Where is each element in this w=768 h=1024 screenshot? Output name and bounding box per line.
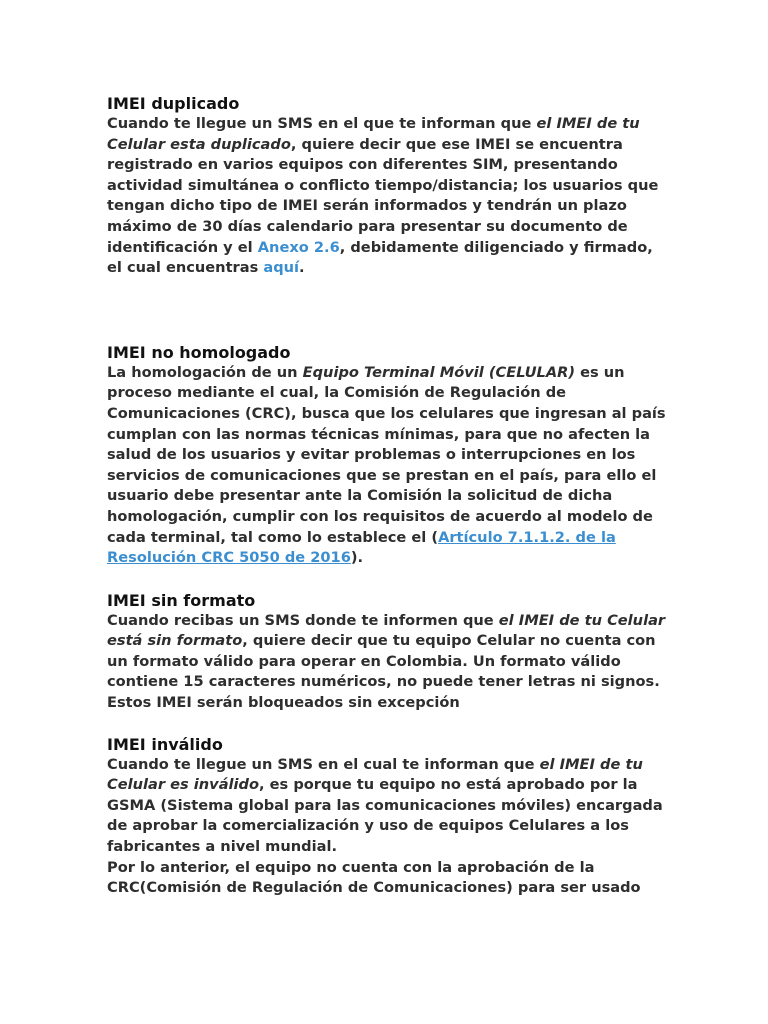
section-title: IMEI sin formato	[107, 590, 256, 610]
body-text: , debidamente diligenciado y firmado, el cual encuentras	[107, 238, 653, 277]
body-text: es un proceso mediante el cual, la Comisión de Regulación de Comunicaciones (CRC), busca que los celulares que ingresan al país cumplan con las normas técnicas mínimas, para que no afecten la salud de los usuarios y evitar problemas o interrupciones en los servicios de comunicaciones que se prestan en el país, para ello el usuario debe presentar ante la Comisión la solicitud de dicha homologación, cumplir con los requisitos de acuerdo al modelo de cada terminal, tal como lo establece el (	[107, 363, 666, 546]
body-text: Cuando te llegue un SMS en el cual te informan que	[107, 755, 540, 773]
section-imei-no-homologado	[107, 342, 667, 569]
aqui-link[interactable]: aquí	[263, 259, 300, 277]
spacer	[107, 569, 667, 590]
body-text: , es porque tu equipo no está aprobado por la GSMA (Sistema global para las comunicaciones móviles) encargada de aprobar la comercialización y uso de equipos Celulares a los fabricantes a nivel mundial.	[107, 776, 663, 856]
section-title: IMEI inválido	[107, 734, 223, 754]
body-text: .	[299, 259, 305, 277]
anexo-link[interactable]: Anexo 2.6	[257, 238, 340, 256]
emphasis-text: Equipo Terminal Móvil (CELULAR)	[302, 363, 576, 381]
section-imei-invalido	[107, 734, 667, 899]
section-title: IMEI duplicado	[107, 94, 240, 113]
emphasis-text: el IMEI de tu Celular es inválido	[107, 755, 643, 794]
section-imei-sin-formato	[107, 590, 667, 714]
emphasis-text: el IMEI de tu Celular está sin formato	[107, 611, 666, 650]
section-body	[107, 114, 667, 279]
body-text: , quiere decir que tu equipo Celular no cuenta con un formato válido para operar en Colombia. Un formato válido contiene 15 caracteres numéricos, no puede tener letras ni signos. Estos IMEI serán bloqueados sin excepción	[107, 632, 660, 712]
section-body-continued: Por lo anterior, el equipo no cuenta con la aprobación de la CRC(Comisión de Regulación de Comunicaciones) para ser usado	[107, 858, 641, 897]
body-text: La homologación de un	[107, 363, 303, 381]
body-text: Cuando te llegue un SMS en el que te informan que	[107, 115, 537, 132]
articulo-link[interactable]: Artículo 7.1.1.2. de la Resolución CRC 5050 de 2016	[107, 528, 616, 567]
spacer	[107, 714, 667, 734]
section-body	[107, 611, 667, 714]
spacer	[107, 279, 667, 342]
section-body	[107, 363, 667, 569]
section-body	[107, 755, 667, 858]
section-imei-duplicado	[107, 93, 667, 279]
body-text: , quiere decir que ese IMEI se encuentra registrado en varios equipos con diferentes SIM, presentando actividad simultánea o conflicto tiempo/distancia; los usuarios que tengan dicho tipo de IMEI serán informados y tendrán un plazo máximo de 30 días calendario para presentar su documento de identificación y el	[107, 135, 659, 256]
section-title: IMEI no homologado	[107, 342, 291, 362]
body-text: ).	[350, 549, 364, 567]
document-page	[107, 93, 667, 899]
body-text: Cuando recibas un SMS donde te informen que	[107, 611, 499, 629]
emphasis-text: el IMEI de tu Celular esta duplicado	[107, 115, 640, 153]
